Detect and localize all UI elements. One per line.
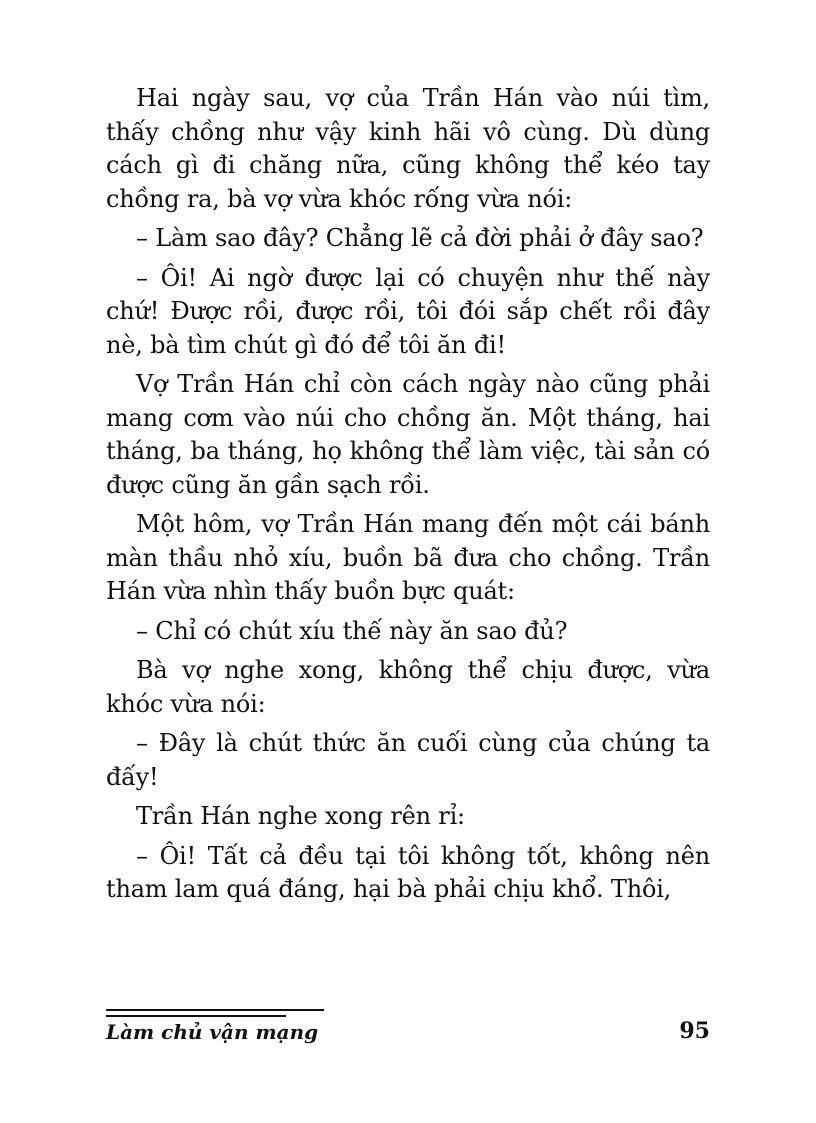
paragraph-5: Một hôm, vợ Trần Hán mang đến một cái bánh màn thầu nhỏ xíu, buồn bã đưa cho chồng. Trần Hán vừa nhìn thấy buồn bực quát: [106,510,710,605]
footer-rule-line-top [106,1009,324,1011]
page-number: 95 [679,1018,710,1044]
page-footer [106,1020,710,1050]
paragraph-7: Bà vợ nghe xong, không thể chịu được, vừa khóc vừa nói: [106,656,710,718]
footer-rule-line-bottom [106,1015,286,1017]
paragraph-4: Vợ Trần Hán chỉ còn cách ngày nào cũng phải mang cơm vào núi cho chồng ăn. Một tháng, hai tháng, ba tháng, họ không thể làm việc, tài sản có được cũng ăn gần sạch rồi. [106,370,710,499]
paragraph-1: Hai ngày sau, vợ của Trần Hán vào núi tìm, thấy chồng như vậy kinh hãi vô cùng. Dù dùng cách gì đi chăng nữa, cũng không thể kéo tay chồng ra, bà vợ vừa khóc rống vừa nói: [106,84,710,213]
paragraph-2: – Làm sao đây? Chẳng lẽ cả đời phải ở đây sao? [136,224,704,252]
paragraph-6: – Chỉ có chút xíu thế này ăn sao đủ? [136,616,568,645]
paragraph-3: – Ôi! Ai ngờ được lại có chuyện như thế này chứ! Được rồi, được rồi, tôi đói sắp chết rồi đây nè, bà tìm chút gì đó để tôi ăn đi! [106,263,710,359]
paragraph-9: Trần Hán nghe xong rên rỉ: [136,802,465,830]
footer-rule [106,1009,324,1018]
paragraph-10: – Ôi! Tất cả đều tại tôi không tốt, không nên tham lam quá đáng, hại bà phải chịu khổ. Thôi, [106,841,710,903]
paragraph-8: – Đây là chút thức ăn cuối cùng của chúng ta đấy! [106,729,710,791]
page-body [106,82,710,913]
running-title: Làm chủ vận mạng [106,1020,319,1044]
